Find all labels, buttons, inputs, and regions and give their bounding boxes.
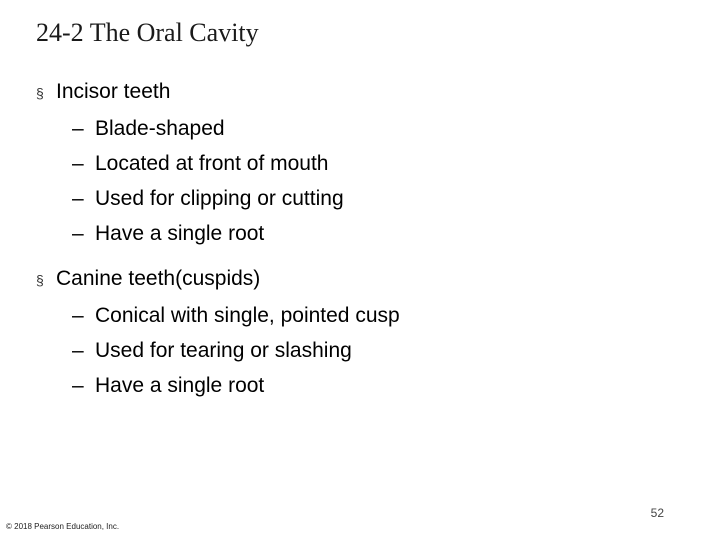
- sub-bullet-text: Blade-shaped: [95, 117, 225, 140]
- sub-bullet: [36, 333, 400, 368]
- sub-bullet: [36, 368, 400, 403]
- dash-bullet-icon: –: [72, 339, 84, 362]
- bullet-level1: [36, 74, 400, 111]
- dash-bullet-icon: –: [72, 222, 84, 245]
- bullet-heading: Incisor teeth: [56, 80, 171, 103]
- bullet-level1: [36, 261, 400, 298]
- slide-title: 24-2 The Oral Cavity: [36, 18, 259, 47]
- bullet-heading-note: (cuspids): [175, 267, 261, 290]
- sub-bullet: [36, 216, 400, 251]
- bullet-section-incisor: [36, 74, 400, 251]
- dash-bullet-icon: –: [72, 374, 84, 397]
- bullet-heading: Canine teeth: [56, 267, 176, 290]
- sub-bullet: [36, 111, 400, 146]
- copyright-notice: © 2018 Pearson Education, Inc.: [6, 522, 120, 531]
- bullet-list: [36, 74, 400, 413]
- section-bullet-icon: §: [36, 85, 44, 101]
- dash-bullet-icon: –: [72, 152, 84, 175]
- dash-bullet-icon: –: [72, 304, 84, 327]
- sub-bullet: [36, 298, 400, 333]
- sub-bullet-text: Used for tearing or slashing: [95, 339, 352, 362]
- section-bullet-icon: §: [36, 272, 44, 288]
- sub-bullet: [36, 146, 400, 181]
- dash-bullet-icon: –: [72, 187, 84, 210]
- sub-bullet: [36, 181, 400, 216]
- bullet-section-canine: [36, 261, 400, 403]
- sub-bullet-text: Have a single root: [95, 222, 265, 245]
- sub-bullet-text: Conical with single, pointed cusp: [95, 304, 400, 327]
- page-number: 52: [650, 506, 664, 520]
- dash-bullet-icon: –: [72, 117, 84, 140]
- sub-bullet-text: Used for clipping or cutting: [95, 187, 344, 210]
- sub-bullet-text: Have a single root: [95, 374, 265, 397]
- sub-bullet-text: Located at front of mouth: [95, 152, 329, 175]
